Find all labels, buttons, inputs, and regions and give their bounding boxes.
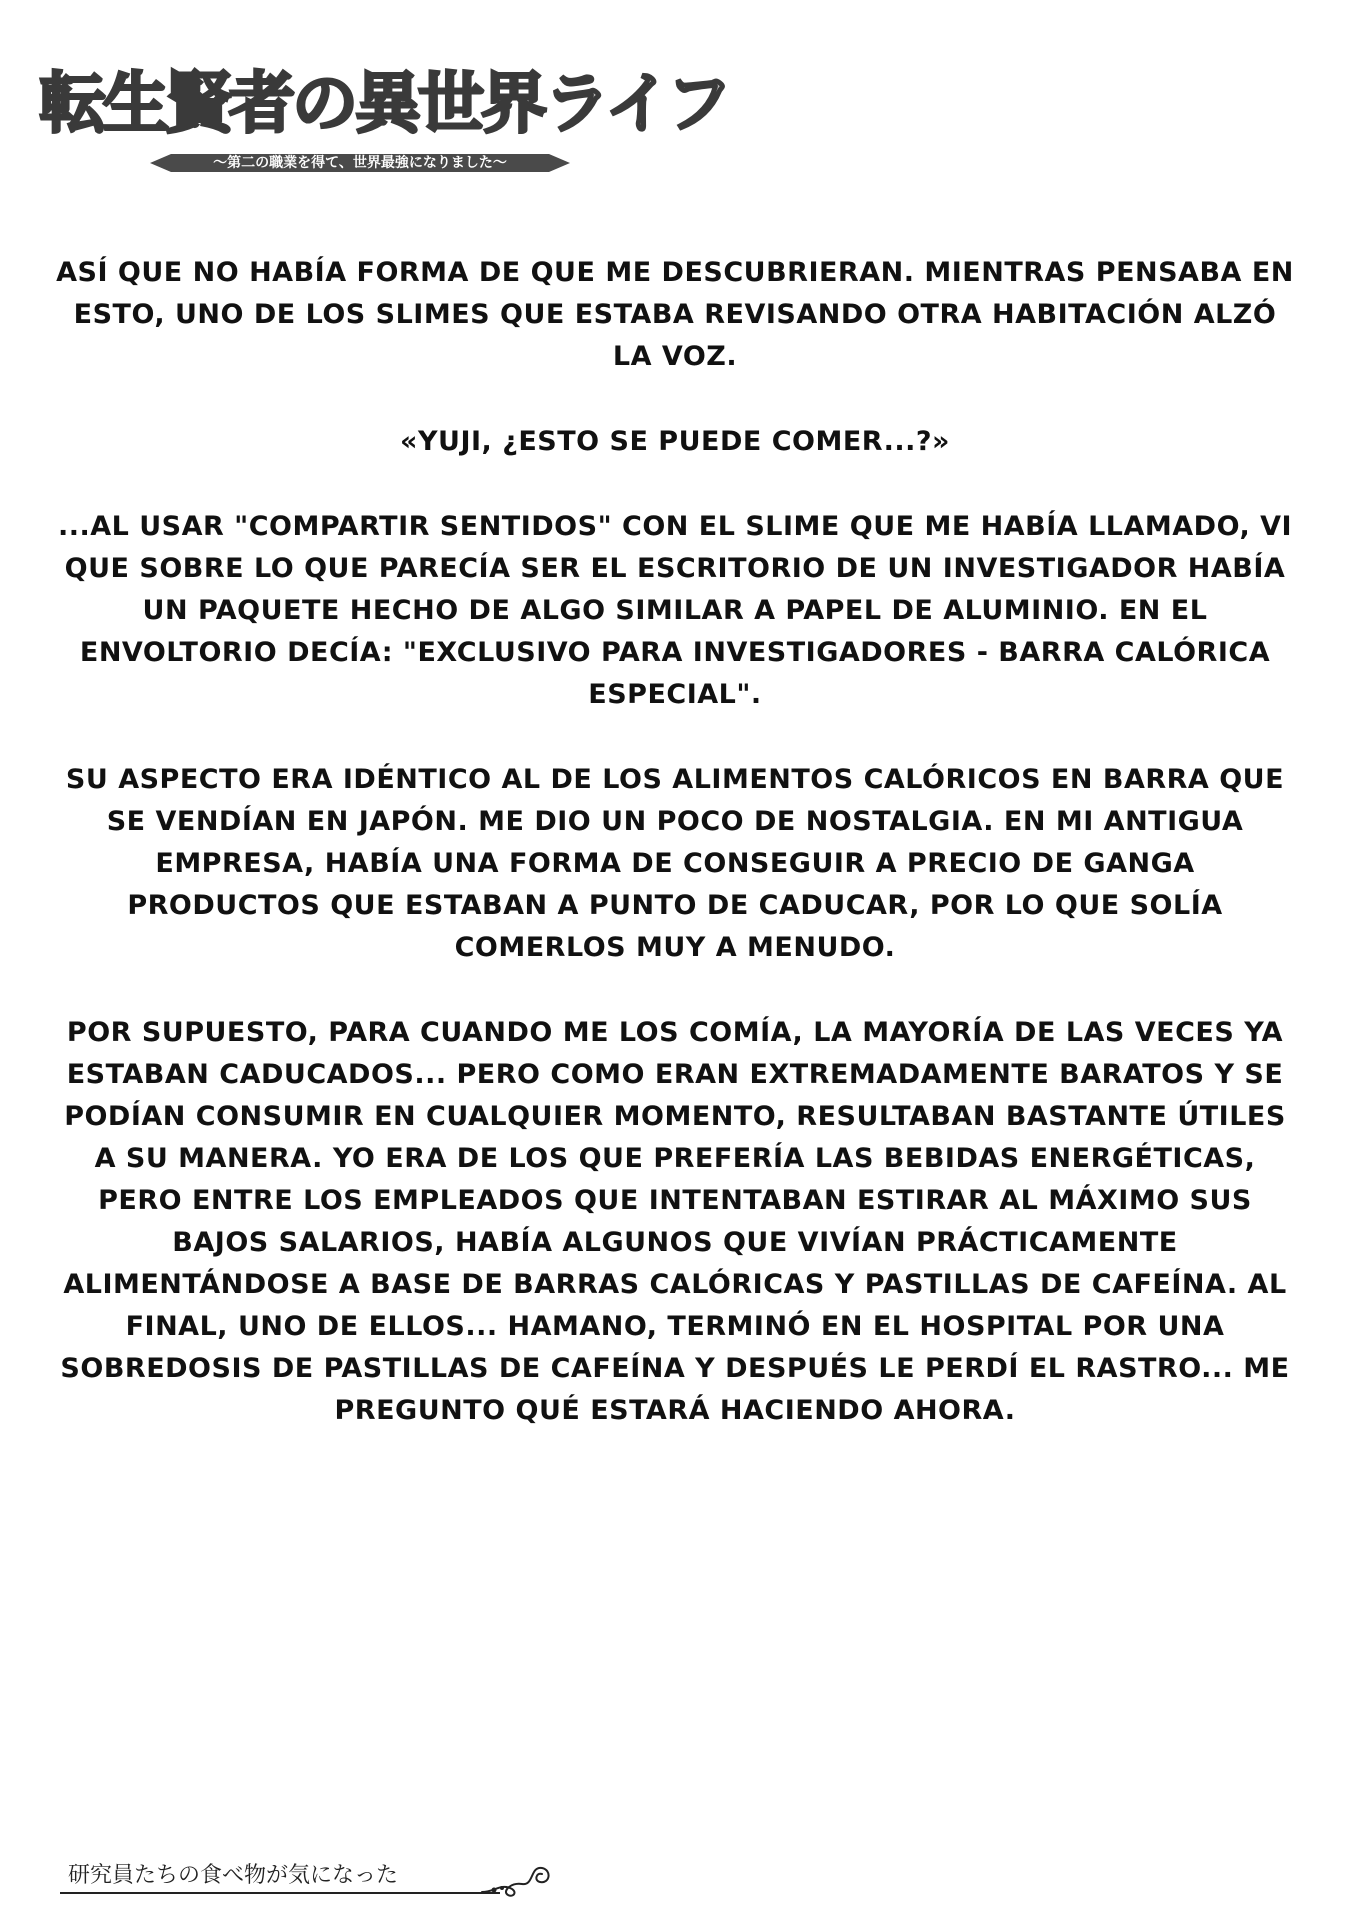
- chapter-title: 研究員たちの食べ物が気になった: [68, 1863, 399, 1888]
- logo-subtitle-banner: [150, 148, 570, 176]
- paragraph-2: «YUJI, ¿ESTO SE PUEDE COMER...?»: [400, 426, 950, 457]
- page-body: [55, 252, 1295, 1475]
- logo-title: 転生賢者の異世界ライフ: [40, 64, 730, 142]
- paragraph-4: SU ASPECTO ERA IDÉNTICO AL DE LOS ALIMENTOS CALÓRICOS EN BARRA QUE SE VENDÍAN EN JAPÓN. ME DIO UN POCO DE NOSTALGIA. EN MI ANTIGUA EMPRESA, HABÍA UNA FORMA DE CONSEGUIR A PRECIO DE GANGA PRODUCTOS QUE ESTABAN A PUNTO DE CADUCAR, POR LO QUE SOLÍA COMERLOS MUY A MENUDO.: [65, 764, 1285, 963]
- footer-rule: [60, 1892, 500, 1894]
- paragraph-1: ASÍ QUE NO HABÍA FORMA DE QUE ME DESCUBRIERAN. MIENTRAS PENSABA EN ESTO, UNO DE LOS SLIMES QUE ESTABA REVISANDO OTRA HABITACIÓN ALZÓ LA VOZ.: [56, 257, 1294, 372]
- paragraph-5: POR SUPUESTO, PARA CUANDO ME LOS COMÍA, LA MAYORÍA DE LAS VECES YA ESTABAN CADUCADOS... PERO COMO ERAN EXTREMADAMENTE BARATOS Y SE PODÍAN CONSUMIR EN CUALQUIER MOMENTO, RESULTABAN BASTANTE ÚTILES A SU MANERA. YO ERA DE LOS QUE PREFERÍA LAS BEBIDAS ENERGÉTICAS, PERO ENTRE LOS EMPLEADOS QUE INTENTABAN ESTIRAR AL MÁXIMO SUS BAJOS SALARIOS, HABÍA ALGUNOS QUE VIVÍAN PRÁCTICAMENTE ALIMENTÁNDOSE A BASE DE BARRAS CALÓRICAS Y PASTILLAS DE CAFEÍNA. AL FINAL, UNO DE ELLOS... HAMANO, TERMINÓ EN EL HOSPITAL POR UNA SOBREDOSIS DE PASTILLAS DE CAFEÍNA Y DESPUÉS LE PERDÍ EL RASTRO... ME PREGUNTO QUÉ ESTARÁ HACIENDO AHORA.: [60, 1017, 1290, 1426]
- paragraph-3: ...AL USAR "COMPARTIR SENTIDOS" CON EL SLIME QUE ME HABÍA LLAMADO, VI QUE SOBRE LO QUE PARECÍA SER EL ESCRITORIO DE UN INVESTIGADOR HABÍA UN PAQUETE HECHO DE ALGO SIMILAR A PAPEL DE ALUMINIO. EN EL ENVOLTORIO DECÍA: "EXCLUSIVO PARA INVESTIGADORES - BARRA CALÓRICA ESPECIAL".: [57, 511, 1293, 710]
- logo-subtitle: ～第二の職業を得て、世界最強になりました～: [213, 155, 507, 171]
- flourish-ornament-icon: [480, 1858, 560, 1898]
- series-logo: [40, 64, 730, 180]
- chapter-footer: [60, 1858, 560, 1898]
